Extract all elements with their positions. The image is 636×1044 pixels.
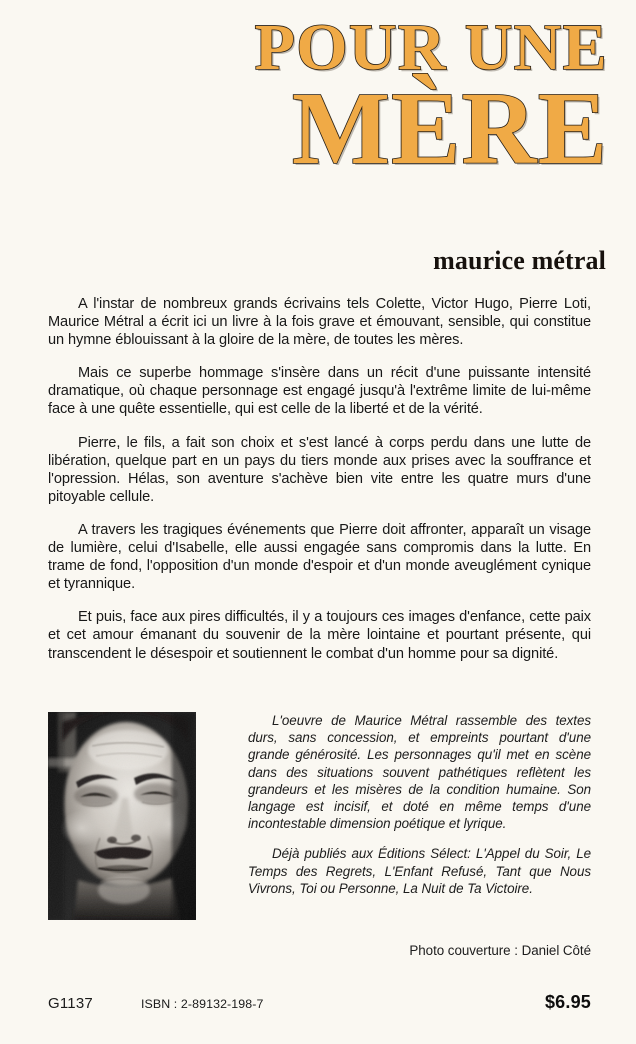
price-label: $6.95: [544, 992, 591, 1012]
blurb-paragraph: Pierre, le fils, a fait son choix et s'est lancé à corps perdu dans une lutte de libération, quelque part en un pays du tiers monde aux prises avec la souffrance et l'opression. Hélas, son aventure s'achève bien vite entre les quatre murs d'une pitoyable cellule.: [48, 434, 591, 505]
blurb-paragraph: A l'instar de nombreux grands écrivains tels Colette, Victor Hugo, Pierre Loti, Maurice Métral a écrit ici un livre à la fois grave et émouvant, sensible, qui constitue un hymne éblouissant à la gloire de la mère, de toutes les mères.: [48, 296, 591, 349]
blurb-paragraph: A travers les tragiques événements que Pierre doit affronter, apparaît un visage de lumière, celui d'Isabelle, elle aussi engagée sans compromis dans la lutte. En trame de fond, l'opposition d'un monde d'espoir et d'un monde aveuglément cynique et tyrannique.: [48, 521, 591, 593]
blurb-paragraph: Mais ce superbe hommage s'insère dans un récit d'une puissante intensité dramatique, où chaque personnage est engagé jusqu'à l'extrême limite de lui-même face à une quête essentielle, qui est celle de la liberté et de la vérité.: [48, 365, 591, 418]
publisher-note-block: [248, 712, 591, 897]
blurb-text-block: [48, 295, 591, 663]
author-portrait-photo: [48, 712, 196, 920]
photo-credit: Photo couverture : Daniel Côté: [409, 943, 591, 958]
title-line-mere: MÈRE: [291, 70, 608, 186]
isbn-number: ISBN : 2-89132-198-7: [140, 997, 264, 1011]
note-paragraph: L'oeuvre de Maurice Métral rassemble des textes durs, sans concession, et empreints pourtant d'une grande générosité. Les personnages qu'il met en scène dans des situations souvent pathétiques reflètent les grandeurs et les misères de la condition humaine. Son langage est incisif, et doté en même temps d'une incontestable dimension poétique et lyrique.: [248, 713, 591, 832]
cover-title: [0, 11, 636, 186]
catalog-code: G1137: [48, 995, 93, 1012]
note-paragraph: Déjà publiés aux Éditions Sélect: L'Appel du Soir, Le Temps des Regrets, L'Enfant Refusé, Tant que Nous Vivrons, Toi ou Personne, La Nuit de Ta Victoire.: [248, 846, 591, 896]
footer-bar: [48, 992, 591, 1013]
title-line-pour-une: POUR UNE: [254, 11, 608, 84]
blurb-paragraph: Et puis, face aux pires difficultés, il y a toujours ces images d'enfance, cette paix et cet amour émanant du souvenir de la mère lointaine et pourtant présente, qui transcendent le désespoir et soutiennent le combat d'un homme pour sa dignité.: [48, 609, 591, 662]
author-name: maurice métral: [433, 246, 606, 275]
